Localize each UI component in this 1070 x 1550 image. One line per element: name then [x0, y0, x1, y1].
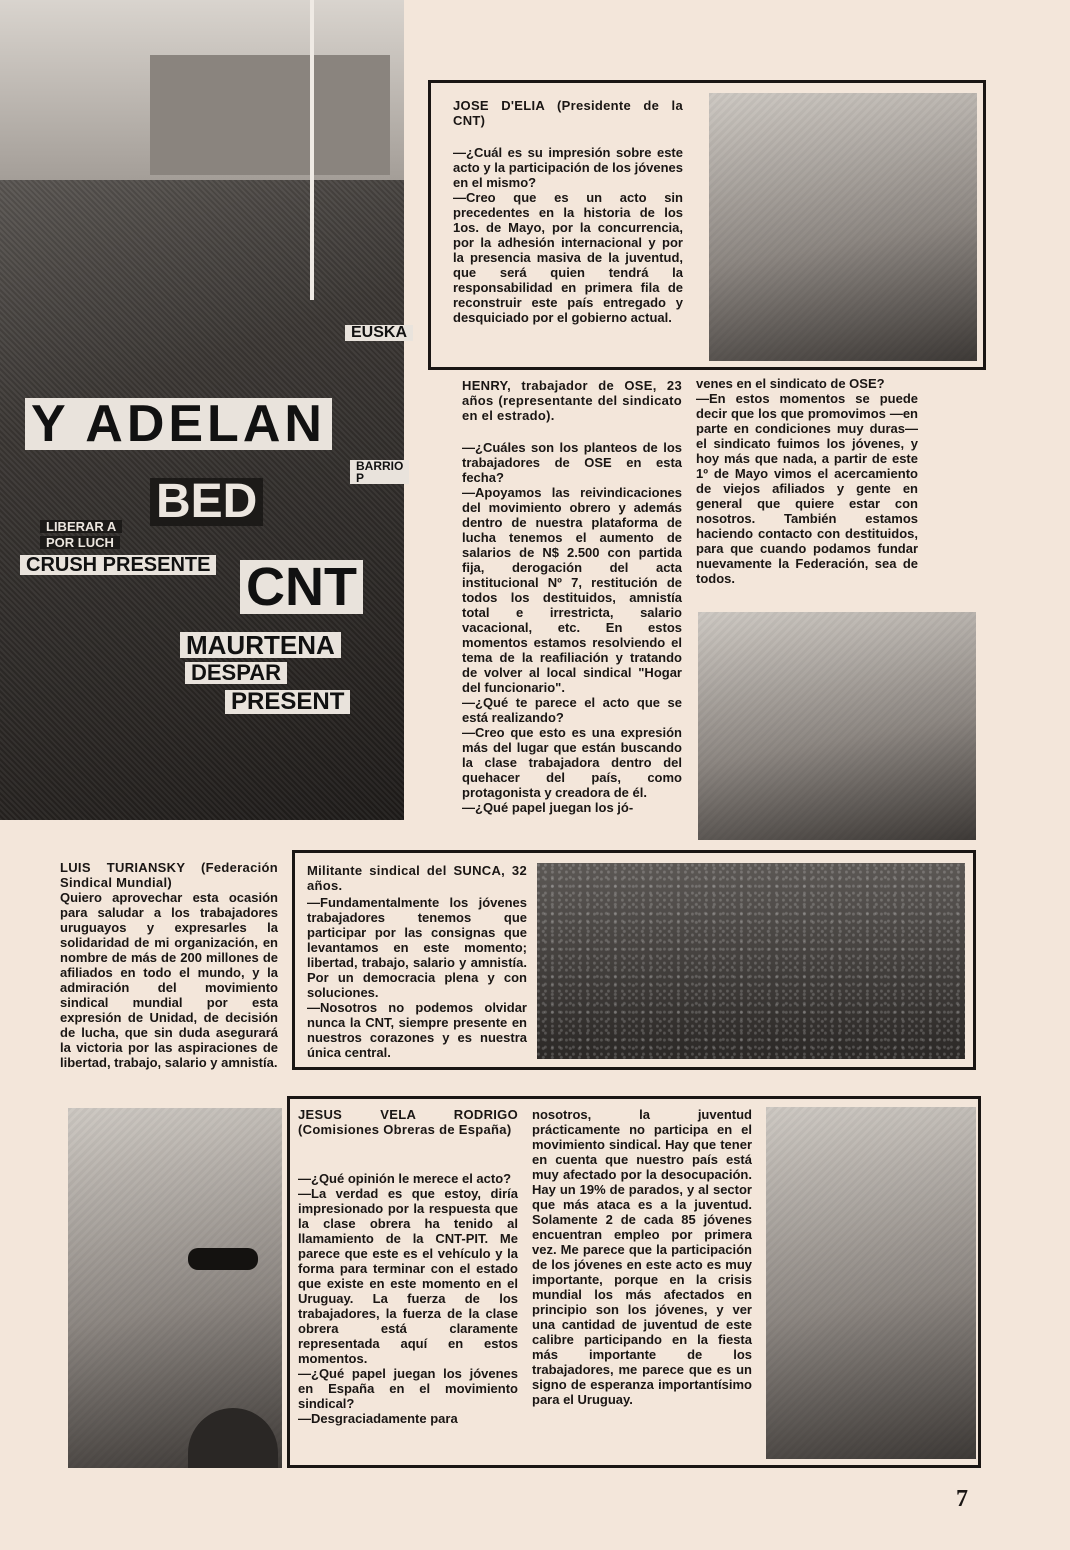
delia-body: —¿Cuál es su impresión sobre este acto y la participación de los jóvenes en el mismo? —Creo que es un acto sin precedentes en la historia de los 1os. de Mayo, por la concurrencia, por la adhesión internacional y por la presencia masiva de la juventud, que será quien tendrá la responsabilidad en primera fila de reconstruir este país entregado y desquiciado por el gobierno actual.	[453, 145, 683, 325]
rally-building	[150, 55, 390, 175]
banner-cnt: CNT	[240, 560, 363, 614]
page-number: 7	[956, 1486, 968, 1512]
henry-col2: venes en el sindicato de OSE? —En estos momentos se puede decir que los que promovimos —en parte en condiciones muy duras— el sindicato fuimos los jóvenes, y hoy más que nada, a partir de este 1º de Mayo vimos el acercamiento de viejos afiliados y gente en general que quiere estar con nosotros. También estamos haciendo contacto con destituidos, para que cuando podamos fundar nuevamente la Federación, sea de todos.	[696, 376, 918, 586]
vela-header: JESUS VELA RODRIGO (Comisiones Obreras de España)	[298, 1107, 522, 1137]
delia-interview-box	[428, 80, 986, 370]
henry-header: HENRY, trabajador de OSE, 23 años (representante del sindicato en el estrado).	[462, 378, 686, 423]
banner-bed: BED	[150, 478, 263, 526]
sunca-header: Militante sindical del SUNCA, 32 años.	[307, 863, 531, 893]
banner-por-lucha: POR LUCH	[40, 536, 120, 549]
delia-header: JOSE D'ELIA (Presidente de la CNT)	[453, 98, 687, 128]
vela-interview-box	[287, 1096, 981, 1468]
crowd-photo	[537, 863, 965, 1059]
banner-present: PRESENT	[225, 690, 350, 714]
sunca-interview-box	[292, 850, 976, 1070]
turiansky-body: Quiero aprovechar esta ocasión para saludar a los trabajadores uruguayos y expresarles la solidaridad de mi organización, en nombre de más de 200 millones de afiliados en todo el mundo, y la admiración del movimiento sindical mundial por esta expresión de Unidad, de decisión de lucha, que sin duda asegurará la victoria por las aspiraciones de libertad, trabajo, salario y amnistía.	[60, 890, 282, 1070]
turiansky-header: LUIS TURIANSKY (Federación Sindical Mundial)	[60, 860, 282, 890]
rally-flagpole	[310, 0, 314, 300]
vela-portrait-photo	[766, 1107, 976, 1459]
banner-despar: DESPAR	[185, 662, 287, 684]
banner-liberar: LIBERAR A	[40, 520, 122, 533]
sunca-body: —Fundamentalmente los jóvenes trabajadores tenemos que participar por las consignas que levantamos en este momento; libertad, trabajo, salario y amnistía. Por un democracia plena y con soluciones. —Nosotros no podemos olvidar nunca la CNT, siempre presente en nuestros corazones y es nuestra única central.	[307, 895, 527, 1060]
banner-crush-presente: CRUSH PRESENTE	[20, 555, 216, 575]
vela-col2: nosotros, la juventud prácticamente no participa en el movimiento sindical. Hay que tener en cuenta que nuestro país está muy afectado por la desocupación. Hay un 19% de parados, y al sector que más ataca es a la juventud. Solamente 2 de cada 85 jóvenes encuentran empleo por primera vez. Me parece que la participación de los jóvenes en este acto es muy importante, porque en la crisis mundial los más afectados en principio son los jóvenes, y ver una cantidad de juventud de este calibre participando en la fiesta más importante de los trabajadores, me parece que es un signo de esperanza importantísimo para el Uruguay.	[532, 1107, 756, 1407]
sunglasses-shape	[188, 1248, 258, 1270]
banner-barrio: BARRIO P	[350, 460, 409, 484]
banner-maurtena: MAURTENA	[180, 632, 341, 658]
vela-sunglasses-photo	[68, 1108, 282, 1468]
banner-euska: EUSKA	[345, 325, 413, 341]
microphone-shape	[188, 1408, 278, 1468]
henry-portrait-photo	[698, 612, 976, 840]
henry-col1: —¿Cuáles son los planteos de los trabajadores de OSE en esta fecha? —Apoyamos las reivindicaciones del movimiento obrero y además dentro de nuestra plataforma de lucha tenemos el aumento de salarios de N$ 2.500 con partida fija, derogación del acta institucional Nº 7, restitución de todos los destituidos, amnistía total e irrestricta, salario vacacional, etc. En estos momentos estamos resolviendo el tema de la reafiliación y tratando de volver al local sindical "Hogar del funcionario". —¿Qué te parece el acto que se está realizando? —Creo que esto es una expresión más del lugar que están buscando la clase trabajadora dentro del quehacer del país, como protagonista y creadora de él. —¿Qué papel juegan los jó-	[462, 440, 682, 815]
banner-y-adelan: Y ADELAN	[25, 398, 332, 450]
delia-portrait-photo	[709, 93, 977, 361]
rally-photo	[0, 0, 408, 820]
vela-col1: —¿Qué opinión le merece el acto? —La verdad es que estoy, diría impresionado por la respuesta que la clase obrera ha tenido al llamamiento de la CNT-PIT. Me parece que este es el vehículo y la forma para terminar con el estado que existe en este momento en el Uruguay. La fuerza de los trabajadores, la fuerza de la clase obrera está claramente representada aquí en estos momentos. —¿Qué papel juegan los jóvenes en España en el movimiento sindical? —Desgraciadamente para	[298, 1171, 518, 1426]
